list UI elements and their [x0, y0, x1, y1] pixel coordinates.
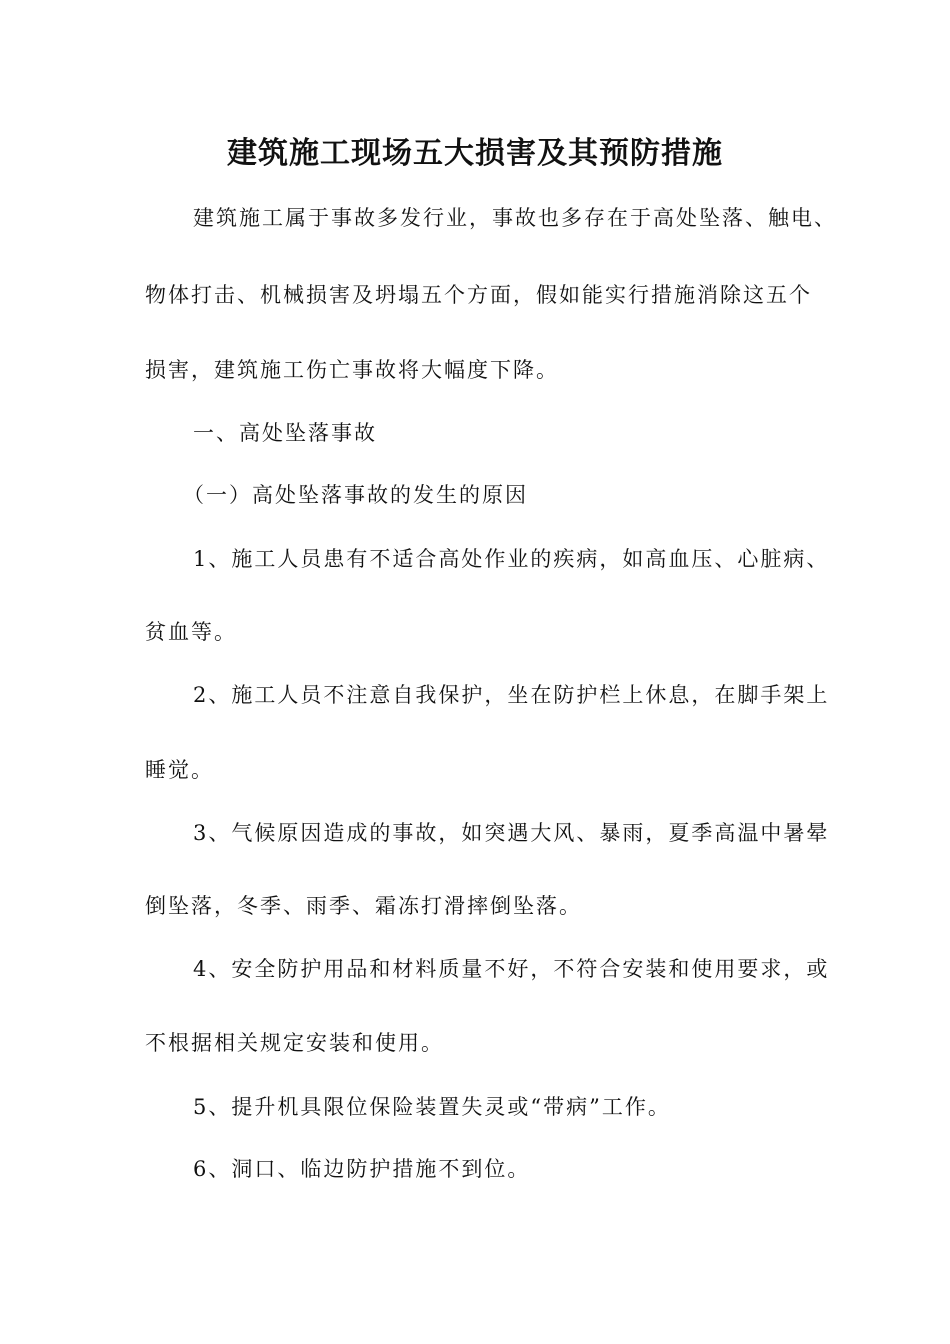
list-item: 4、安全防护用品和材料质量不好，不符合安装和使用要求，或	[193, 957, 830, 981]
paragraph-line: 建筑施工属于事故多发行业，事故也多存在于高处坠落、触电、	[193, 206, 837, 230]
paragraph-line: 损害，建筑施工伤亡事故将大幅度下降。	[145, 358, 559, 382]
paragraph-line: 物体打击、机械损害及坍塌五个方面，假如能实行措施消除这五个	[145, 283, 812, 307]
list-item: 6、洞口、临边防护措施不到位。	[193, 1157, 531, 1181]
list-item: 1、施工人员患有不适合高处作业的疾病，如高血压、心脏病、	[193, 547, 830, 571]
list-item-continuation: 睡觉。	[145, 758, 214, 782]
list-item: 5、提升机具限位保险装置失灵或“带病”工作。	[193, 1095, 671, 1119]
section-heading: 一、高处坠落事故	[193, 421, 377, 445]
list-item-continuation: 倒坠落，冬季、雨季、霜冻打滑摔倒坠落。	[145, 894, 582, 918]
page-title: 建筑施工现场五大损害及其预防措施	[227, 136, 723, 171]
list-item-continuation: 贫血等。	[145, 620, 237, 644]
subsection-heading: （一）高处坠落事故的发生的原因	[183, 483, 528, 507]
list-item: 2、施工人员不注意自我保护，坐在防护栏上休息，在脚手架上	[193, 683, 830, 707]
list-item-continuation: 不根据相关规定安装和使用。	[145, 1031, 444, 1055]
list-item: 3、气候原因造成的事故，如突遇大风、暴雨，夏季高温中暑晕	[193, 821, 830, 845]
